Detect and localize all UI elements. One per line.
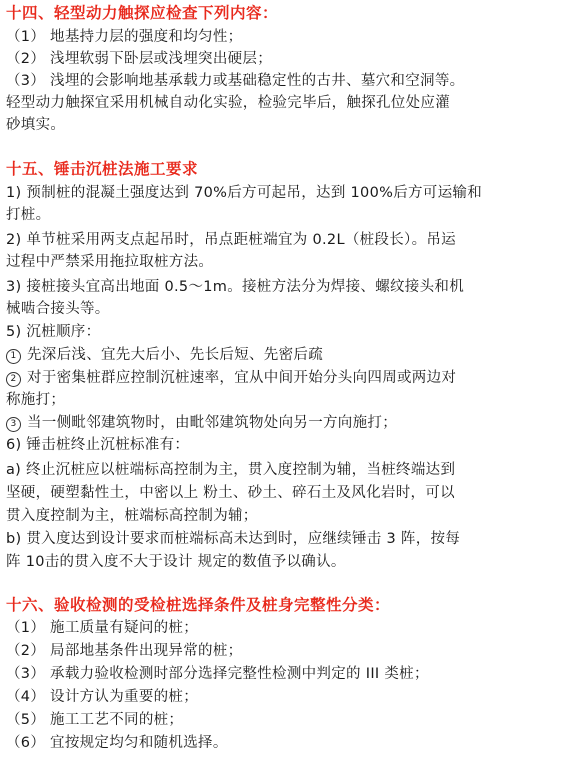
section-15-line: 过程中严禁采用拖拉取桩方法。 [6,254,214,270]
list-item-text: 当一侧毗邻建筑物时，由毗邻建筑物处向另一方向施打； [27,415,397,431]
list-item: （3） 承载力验收检测时部分选择完整性检测中判定的 III 类桩； [6,666,429,682]
section-14-line: （2） 浅埋软弱下卧层或浅埋突出硬层； [6,51,273,67]
section-15-heading: 十五、锤击沉桩法施工要求 [6,159,199,178]
list-item-text: 先深后浅、宜先大后小、先长后短、先密后疏 [27,347,323,363]
section-14-line: 轻型动力触探宜采用机械自动化实验，检验完毕后，触探孔位处应灌 [6,95,450,111]
list-item: （2） 局部地基条件出现异常的桩； [6,643,243,659]
section-15-line: 1) 预制桩的混凝土强度达到 70%后方可起吊，达到 100%后方可运输和 [6,185,482,201]
list-item [6,367,456,389]
section-14-line: （3） 浅埋的会影响地基承载力或基础稳定性的古井、墓穴和空洞等。 [6,73,465,89]
section-15-line: 阵 10击的贯入度不大于设计 规定的数值予以确认。 [6,554,346,570]
section-14-heading: 十四、轻型动力触探应检查下列内容： [6,3,279,22]
list-item: （4） 设计方认为重要的桩； [6,689,199,705]
section-15-line: 打桩。 [6,207,51,223]
section-15-line: 5) 沉桩顺序： [6,324,101,340]
section-15-line: 3) 接桩接头宜高出地面 0.5～1m。接桩方法分为焊接、螺纹接头和机 [6,279,465,295]
list-item-text: 对于密集桩群应控制沉桩速率，宜从中间开始分头向四周或两边对 [27,370,457,386]
circled-number-2-icon: 2 [6,372,21,387]
section-14-line: （1） 地基持力层的强度和均匀性； [6,29,243,45]
circled-number-1-icon: 1 [6,349,21,364]
section-15-line: 械啮合接头等。 [6,301,110,317]
section-15-line: 称施打； [6,392,66,408]
section-15-line: 6) 锤击桩终止沉桩标准有： [6,437,190,453]
section-16-heading: 十六、验收检测的受检桩选择条件及桩身完整性分类： [6,595,391,614]
section-15-line: b) 贯入度达到设计要求而桩端标高未达到时，应继续锤击 3 阵，按每 [6,531,461,547]
list-item: （1） 施工质量有疑问的桩； [6,620,199,636]
circled-number-3-icon: 3 [6,417,21,432]
list-item: （6） 宜按规定均匀和随机选择。 [6,735,228,751]
section-15-line: a) 终止沉桩应以桩端标高控制为主，贯入度控制为辅，当桩终端达到 [6,462,456,478]
section-14-line: 砂填实。 [6,117,66,133]
list-item [6,344,323,366]
section-15-line: 贯入度控制为主，桩端标高控制为辅； [6,508,258,524]
section-15-line: 2) 单节桩采用两支点起吊时，吊点距桩端宜为 0.2L（桩段长）。吊运 [6,232,456,248]
section-15-line: 坚硬，硬塑黏性土，中密以上 粉土、砂土、碎石土及风化岩时，可以 [6,485,455,501]
list-item [6,412,397,434]
list-item: （5） 施工工艺不同的桩； [6,712,184,728]
